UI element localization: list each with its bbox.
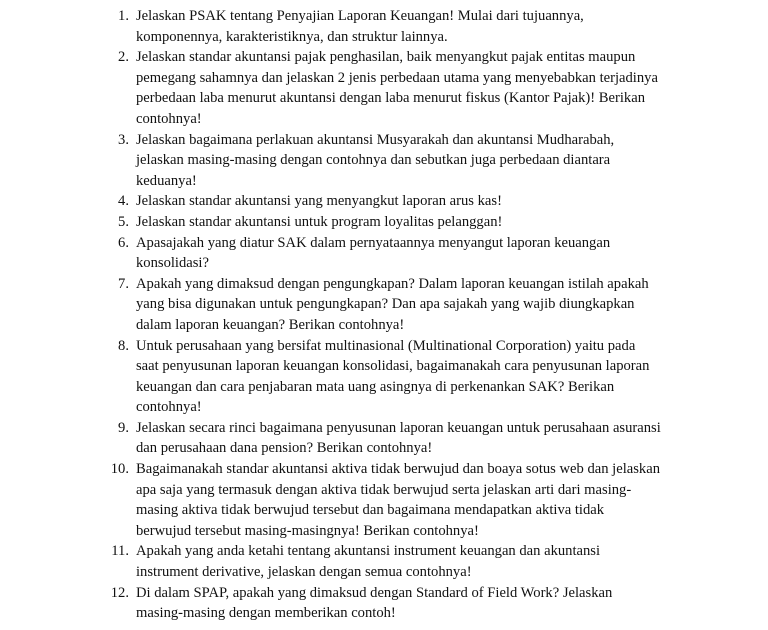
item-text-line: Jelaskan PSAK tentang Penyajian Laporan Keuangan! Mulai dari tujuannya, — [136, 8, 584, 24]
item-text-line: saat penyusunan laporan keuangan konsolidasi, bagaimanakah cara penyusunan laporan — [136, 358, 650, 375]
item-text-line: masing-masing dengan memberikan contoh! — [136, 605, 396, 622]
item-text-line: Jelaskan standar akuntansi pajak penghasilan, baik menyangkut pajak entitas maupun — [136, 49, 636, 66]
item-text-line: Jelaskan bagaimana perlakuan akuntansi Musyarakah dan akuntansi Mudharabah, — [136, 131, 615, 148]
item-text-line: Jelaskan standar akuntansi yang menyangkut laporan arus kas! — [136, 193, 502, 210]
item-text-line: contohnya! — [136, 110, 202, 127]
item-text-line: konsolidasi? — [136, 255, 209, 272]
item-number: 11. — [111, 543, 129, 560]
list-item — [0, 274, 681, 336]
item-text-line: dan perusahaan dana pension? Berikan contohnya! — [136, 440, 433, 457]
item-number: 12. — [110, 584, 129, 601]
item-text-line: berwujud tersebut masing-masingnya! Berikan contohnya! — [136, 522, 479, 539]
item-text-line: dalam laporan keuangan? Berikan contohnya! — [136, 316, 405, 333]
item-text-line: Apakah yang dimaksud dengan pengungkapan? Dalam laporan keuangan istilah apakah — [136, 275, 649, 292]
item-number: 9. — [118, 419, 129, 436]
list-item — [0, 459, 681, 541]
list-item — [0, 47, 681, 129]
item-text-line: masing aktiva tidak berwujud tersebut dan bagaimana mendapatkan aktiva tidak — [136, 502, 605, 519]
list-item — [0, 233, 681, 274]
item-number: 4. — [118, 193, 129, 210]
list-item — [0, 418, 681, 459]
item-text-line: perbedaan laba menurut akuntansi dengan laba menurut fiskus (Kantor Pajak)! Berikan — [136, 90, 645, 107]
item-text-line: apa saja yang termasuk dengan aktiva tidak berwujud serta jelaskan arti dari masing- — [136, 481, 632, 498]
item-text-line: Jelaskan secara rinci bagaimana penyusunan laporan keuangan untuk perusahaan asuransi — [136, 419, 661, 436]
list-item — [0, 6, 681, 47]
item-text-line: yang bisa digunakan untuk pengungkapan? Dan apa sajakah yang wajib diungkapkan — [136, 296, 635, 313]
item-text-line: Untuk perusahaan yang bersifat multinasional (Multinational Corporation) yaitu pada — [136, 337, 636, 354]
list-item — [0, 541, 681, 582]
item-text-line: jelaskan masing-masing dengan contohnya dan sebutkan juga perbedaan diantara — [136, 152, 611, 169]
list-item — [0, 191, 681, 212]
list-item — [0, 130, 681, 192]
item-text-line: contohnya! — [136, 399, 202, 416]
list-item — [0, 212, 681, 233]
item-number: 3. — [118, 131, 129, 148]
item-number: 8. — [118, 337, 129, 354]
item-number: 2. — [118, 49, 129, 66]
item-text-line: instrument derivative, jelaskan dengan semua contohnya! — [136, 564, 472, 581]
item-text-line: keuangan dan cara penjabaran mata uang asingnya di perkenankan SAK? Berikan — [136, 378, 615, 395]
item-text-line: Apakah yang anda ketahi tentang akuntansi instrument keuangan dan akuntansi — [136, 543, 601, 560]
item-text-line: Apasajakah yang diatur SAK dalam pernyataannya menyangut laporan keuangan — [136, 234, 611, 251]
item-number: 1. — [118, 8, 129, 24]
item-text-line: komponennya, karakteristiknya, dan struktur lainnya. — [136, 28, 448, 45]
item-text-line: Jelaskan standar akuntansi untuk program loyalitas pelanggan! — [136, 213, 503, 230]
item-number: 6. — [118, 234, 129, 251]
item-number: 7. — [118, 275, 129, 292]
item-text-line: pemegang sahamnya dan jelaskan 2 jenis perbedaan utama yang menyebabkan terjadinya — [136, 69, 658, 86]
list-item — [0, 583, 681, 624]
question-list — [0, 6, 768, 624]
item-text-line: Di dalam SPAP, apakah yang dimaksud dengan Standard of Field Work? Jelaskan — [136, 584, 613, 601]
list-item — [0, 336, 681, 418]
item-number: 10. — [110, 461, 129, 478]
item-text-line: Bagaimanakah standar akuntansi aktiva tidak berwujud dan boaya sotus web dan jelaskan — [136, 461, 660, 478]
item-number: 5. — [118, 213, 129, 230]
item-text-line: keduanya! — [136, 172, 197, 189]
